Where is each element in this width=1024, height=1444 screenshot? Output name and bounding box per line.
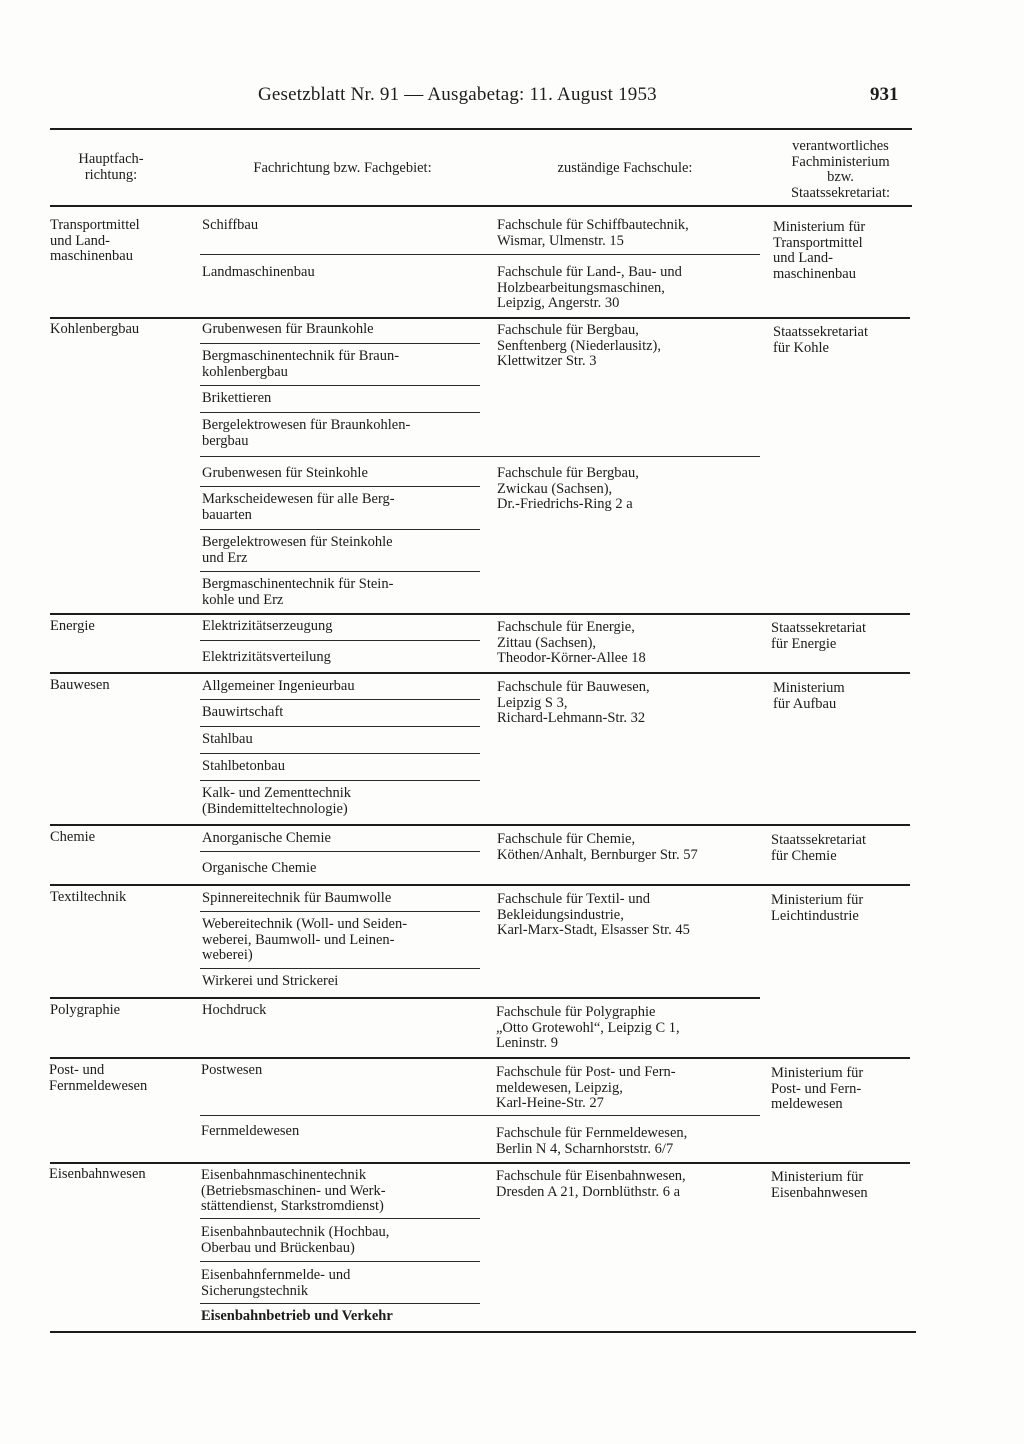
school-cell: Fachschule für Eisenbahnwesen, Dresden A 21, Dornblüthstr. 6 a [496,1168,686,1200]
running-title: Gesetzblatt Nr. 91 — Ausgabetag: 11. August 1953 [258,84,657,105]
group-rule [50,1162,910,1164]
field-cell: Stahlbau [202,731,253,747]
field-cell: Bergmaschinentechnik für Braun- kohlenbergbau [202,348,400,380]
field-cell: Grubenwesen für Braunkohle [202,321,374,337]
field-cell: Eisenbahnbautechnik (Hochbau, Oberbau und Brückenbau) [201,1224,390,1256]
page-number: 931 [870,84,899,105]
header-rule-top [50,128,912,130]
field-cell: Spinnereitechnik für Baumwolle [202,890,392,906]
group-rule [50,317,910,319]
field-cell: Landmaschinenbau [202,264,315,280]
row-rule [200,640,480,641]
field-cell: Elektrizitätserzeugung [202,618,333,634]
ministry-cell: Staatssekretariat für Kohle [773,324,869,356]
ministry-cell: Staatssekretariat für Chemie [771,832,867,864]
row-rule [200,1115,760,1116]
school-cell: Fachschule für Post- und Fern- meldewesen, Leipzig, Karl-Heine-Str. 27 [496,1064,676,1111]
row-rule [200,780,480,781]
group-rule [50,884,910,886]
field-cell: Bauwirtschaft [202,704,284,720]
field-cell: Hochdruck [202,1002,267,1018]
row-rule [200,456,760,457]
field-cell: Postwesen [201,1062,263,1078]
field-cell: Grubenwesen für Steinkohle [202,465,368,481]
group-rule [50,1057,910,1059]
row-rule [200,699,480,700]
field-cell: Kalk- und Zementtechnik (Bindemitteltechnologie) [202,785,351,817]
school-cell: Fachschule für Energie, Zittau (Sachsen), Theodor-Körner-Allee 18 [497,619,646,666]
column-head-school: zuständige Fachschule: [557,160,693,176]
ministry-cell: Ministerium für Aufbau [773,680,845,712]
field-cell: Bergelektrowesen für Braunkohlen- bergbau [202,417,411,449]
group-rule [50,672,910,674]
field-cell: Eisenbahnmaschinentechnik (Betriebsmaschinen- und Werk- stättendienst, Starkstromdienst) [201,1167,386,1214]
table-bottom-rule [50,1331,916,1333]
field-cell: Bergmaschinentechnik für Stein- kohle und Erz [202,576,394,608]
ministry-cell: Ministerium für Transportmittel und Land- maschinenbau [773,219,866,282]
field-cell: Eisenbahnbetrieb und Verkehr [201,1308,393,1324]
field-cell: Eisenbahnfernmelde- und Sicherungstechnik [201,1267,351,1299]
school-cell: Fachschule für Land-, Bau- und Holzbearbeitungsmaschinen, Leipzig, Angerstr. 30 [497,264,682,311]
main-subject: Post- und Fernmeldewesen [49,1062,148,1094]
ministry-cell: Ministerium für Eisenbahnwesen [771,1169,868,1201]
ministry-cell: Ministerium für Post- und Fern- meldewesen [771,1065,864,1112]
field-cell: Stahlbetonbau [202,758,285,774]
field-cell: Webereitechnik (Woll- und Seiden- weberei, Baumwoll- und Leinen- weberei) [202,916,408,963]
column-head-main: Hauptfach- richtung: [78,151,144,183]
row-rule [200,385,480,386]
column-head-ministry: verantwortliches Fachministerium bzw. Staatssekretariat: [790,138,891,201]
ministry-cell: Ministerium für Leichtindustrie [771,892,864,924]
main-subject: Energie [50,618,95,634]
field-cell: Fernmeldewesen [201,1123,300,1139]
group-rule [50,824,910,826]
field-cell: Anorganische Chemie [202,830,331,846]
school-cell: Fachschule für Bergbau, Senftenberg (Niederlausitz), Klettwitzer Str. 3 [497,322,662,369]
row-rule [200,968,480,969]
row-rule [200,1261,480,1262]
row-rule [200,343,480,344]
field-cell: Brikettieren [202,390,272,406]
school-cell: Fachschule für Bauwesen, Leipzig S 3, Richard-Lehmann-Str. 32 [497,679,650,726]
row-rule [200,412,480,413]
row-rule [200,753,480,754]
main-subject: Bauwesen [50,677,110,693]
main-subject: Eisenbahnwesen [49,1166,146,1182]
school-cell: Fachschule für Polygraphie „Otto Grotewohl“, Leipzig C 1, Leninstr. 9 [496,1004,680,1051]
ministry-cell: Staatssekretariat für Energie [771,620,867,652]
field-cell: Schiffbau [202,217,259,233]
field-cell: Elektrizitätsverteilung [202,649,331,665]
row-rule [200,571,480,572]
field-cell: Markscheidewesen für alle Berg- bauarten [202,491,395,523]
main-subject: Textiltechnik [50,889,127,905]
row-rule [200,851,480,852]
row-rule [200,254,760,255]
main-subject: Chemie [50,829,96,845]
group-rule [50,997,760,999]
school-cell: Fachschule für Fernmeldewesen, Berlin N 4, Scharnhorststr. 6/7 [496,1125,688,1157]
row-rule [200,1218,480,1219]
main-subject: Polygraphie [50,1002,121,1018]
field-cell: Wirkerei und Strickerei [202,973,339,989]
school-cell: Fachschule für Chemie, Köthen/Anhalt, Bernburger Str. 57 [497,831,698,863]
school-cell: Fachschule für Schiffbautechnik, Wismar, Ulmenstr. 15 [497,217,689,249]
row-rule [200,486,480,487]
field-cell: Allgemeiner Ingenieurbau [202,678,355,694]
group-rule [50,613,910,615]
main-subject: Transportmittel und Land- maschinenbau [50,217,140,264]
header-rule-bottom [50,205,912,207]
field-cell: Bergelektrowesen für Steinkohle und Erz [202,534,393,566]
field-cell: Organische Chemie [202,860,317,876]
row-rule [200,726,480,727]
row-rule [200,911,480,912]
column-head-field: Fachrichtung bzw. Fachgebiet: [253,160,432,176]
row-rule [200,529,480,530]
main-subject: Kohlenbergbau [50,321,140,337]
school-cell: Fachschule für Bergbau, Zwickau (Sachsen), Dr.-Friedrichs-Ring 2 a [497,465,639,512]
school-cell: Fachschule für Textil- und Bekleidungsindustrie, Karl-Marx-Stadt, Elsasser Str. 45 [497,891,690,938]
row-rule [200,1303,480,1304]
